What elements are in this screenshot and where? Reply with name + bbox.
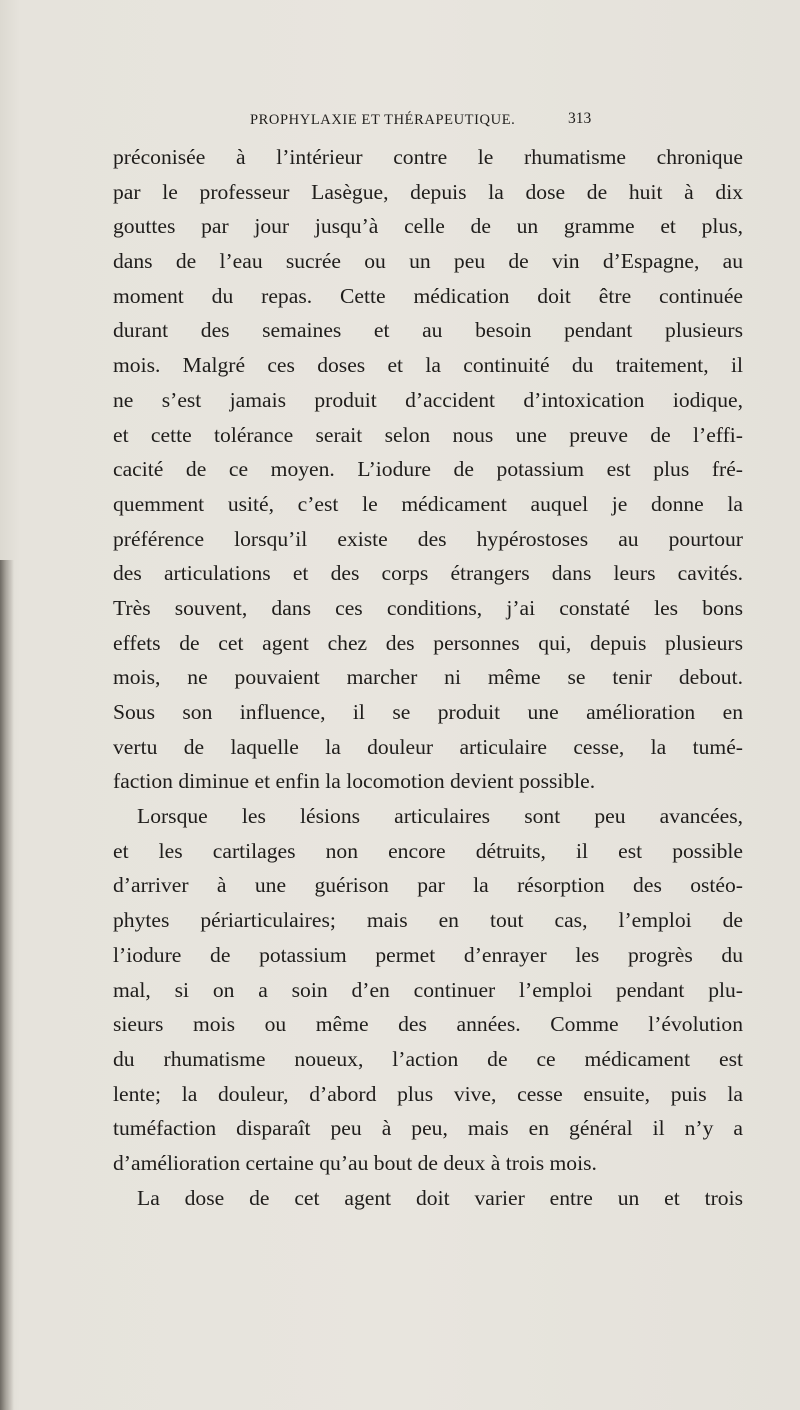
- text-line: préférence lorsqu’il existe des hypérostoses au pourtour: [113, 526, 743, 551]
- text-line: dans de l’eau sucrée ou un peu de vin d’Espagne, au: [113, 249, 743, 274]
- text-line: ne s’est jamais produit d’accident d’intoxication iodique,: [113, 387, 743, 412]
- text-line: effets de cet agent chez des personnes qui, depuis plusieurs: [113, 630, 743, 655]
- text-line: faction diminue et enfin la locomotion devient possible.: [113, 769, 596, 794]
- text-line: d’amélioration certaine qu’au bout de deux à trois mois.: [113, 1150, 597, 1175]
- text-line: Très souvent, dans ces conditions, j’ai constaté les bons: [113, 595, 743, 620]
- text-line: du rhumatisme noueux, l’action de ce médicament est: [113, 1046, 743, 1071]
- running-title: PROPHYLAXIE ET THÉRAPEUTIQUE.: [250, 112, 516, 128]
- text-line: d’arriver à une guérison par la résorption des ostéo-: [113, 873, 743, 898]
- text-line: l’iodure de potassium permet d’enrayer les progrès du: [113, 942, 743, 967]
- text-line: mois, ne pouvaient marcher ni même se tenir debout.: [113, 665, 743, 690]
- text-line: quemment usité, c’est le médicament auquel je donne la: [113, 491, 743, 516]
- text-line: durant des semaines et au besoin pendant plusieurs: [113, 318, 743, 343]
- text-line: et les cartilages non encore détruits, il est possible: [113, 838, 743, 863]
- paragraph-start-line: La dose de cet agent doit varier entre un et trois: [137, 1185, 743, 1210]
- text-line: et cette tolérance serait selon nous une preuve de l’effi-: [113, 422, 743, 447]
- paragraph-start-line: Lorsque les lésions articulaires sont peu avancées,: [137, 804, 743, 829]
- text-line: des articulations et des corps étrangers dans leurs cavités.: [113, 561, 743, 586]
- text-line: vertu de laquelle la douleur articulaire cesse, la tumé-: [113, 734, 743, 759]
- text-line: mois. Malgré ces doses et la continuité du traitement, il: [113, 353, 743, 378]
- text-line: préconisée à l’intérieur contre le rhumatisme chronique: [113, 145, 743, 169]
- text-line: gouttes par jour jusqu’à celle de un gramme et plus,: [113, 214, 743, 239]
- text-line: cacité de ce moyen. L’iodure de potassium est plus fré-: [113, 457, 743, 482]
- text-line: par le professeur Lasègue, depuis la dose de huit à dix: [113, 179, 743, 204]
- page-number: 313: [568, 110, 592, 127]
- text-line: phytes périarticulaires; mais en tout cas, l’emploi de: [113, 908, 743, 933]
- text-line: sieurs mois ou même des années. Comme l’évolution: [113, 1012, 743, 1037]
- body-text: [113, 140, 743, 1215]
- text-line: mal, si on a soin d’en continuer l’emploi pendant plu-: [113, 977, 743, 1002]
- binding-shadow: [0, 560, 14, 1410]
- text-line: moment du repas. Cette médication doit être continuée: [113, 283, 743, 308]
- running-head: [0, 112, 800, 136]
- text-line: lente; la douleur, d’abord plus vive, cesse ensuite, puis la: [113, 1081, 743, 1106]
- text-line: Sous son influence, il se produit une amélioration en: [113, 700, 743, 724]
- text-line: tuméfaction disparaît peu à peu, mais en général il n’y a: [113, 1116, 743, 1141]
